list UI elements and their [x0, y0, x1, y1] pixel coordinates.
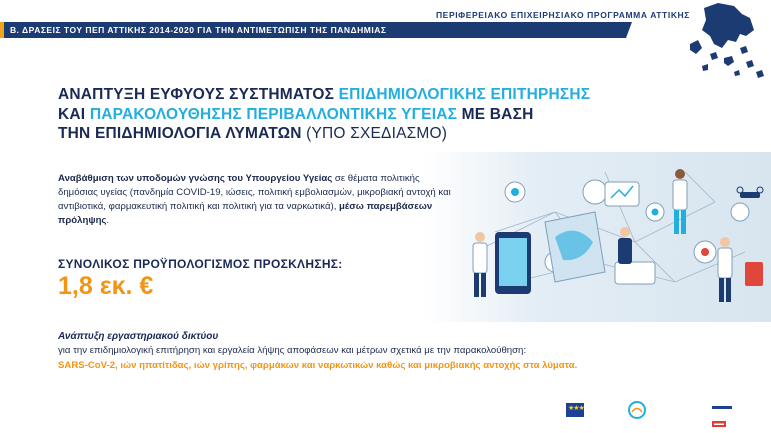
- intro-bold-1: Αναβάθμιση των υποδομών γνώσης του Υπουργείου Υγείας: [58, 173, 333, 184]
- title-highlight-1: ΕΠΙΔΗΜΙΟΛΟΓΙΚΗΣ ΕΠΙΤΗΡΗΣΗΣ: [338, 86, 591, 103]
- title-part-5: ΜΕ ΒΑΣΗ: [457, 105, 534, 123]
- espa-logo: [712, 402, 732, 430]
- intro-text-1: σε θέματα πολιτικής δημόσιας υγείας (πανδημία COVID-19, ιώσεις, πολιτική εμβολιασμών, μικροβιακή αντοχή και αντιβιοτικά, φαρμακευτική πολιτική και πολιτική για τα ναρκωτικά),: [58, 173, 451, 212]
- program-title: ΠΕΡΙΦΕΡΕΙΑΚΟ ΕΠΙΧΕΙΡΗΣΙΑΚΟ ΠΡΟΓΡΑΜΜΑ ΑΤΤΙΚΗΣ: [435, 10, 690, 20]
- pep-attica-logo: [628, 401, 646, 419]
- title-part-3: ΚΑΙ: [58, 105, 90, 123]
- title-part-1: ΑΝΑΠΤΥΞΗ ΕΥΦΥΟΥΣ ΣΥΣΤΗΜΑΤΟΣ: [58, 86, 339, 103]
- section-stripe: [0, 22, 4, 38]
- eu-flag-logo: ★★★: [566, 403, 584, 417]
- network-targets: SARS-CoV-2, ιών ηπατίτιδας, ιών γρίπης, φαρμάκων και ναρκωτικών καθώς και μικροβιακής αντοχής στα λύματα.: [58, 360, 578, 371]
- page-title: [58, 85, 658, 144]
- espa-logo-band: ▬▬: [714, 421, 724, 427]
- network-description: για την επιδημιολογική επιτήρηση και εργαλεία λήψης αποφάσεων και μέτρων σχετικά με την παρακολούθηση:: [58, 345, 527, 356]
- health-tech-illustration: [455, 152, 771, 322]
- network-title: Ανάπτυξη εργαστηριακού δικτύου: [58, 331, 219, 342]
- title-status: (ΥΠΟ ΣΧΕΔΙΑΣΜΟ): [301, 125, 448, 142]
- title-highlight-2: ΠΑΡΑΚΟΛΟΥΘΗΣΗΣ ΠΕΡΙΒΑΛΛΟΝΤΙΚΗΣ ΥΓΕΙΑΣ: [89, 105, 458, 123]
- attica-map-icon: [684, 0, 771, 82]
- espa-logo-mark: ▬▬: [712, 401, 732, 412]
- budget-value: 1,8 εκ. €: [58, 272, 154, 300]
- budget-label: ΣΥΝΟΛΙΚΟΣ ΠΡΟΫΠΟΛΟΓΙΣΜΟΣ ΠΡΟΣΚΛΗΣΗΣ:: [58, 257, 343, 271]
- title-part-6: ΤΗΝ ΕΠΙΔΗΜΙΟΛΟΓΙΑ ΛΥΜΑΤΩΝ: [58, 125, 302, 142]
- intro-paragraph: [58, 172, 458, 228]
- intro-text-2: .: [106, 215, 110, 226]
- section-title: Β. ΔΡΑΣΕΙΣ ΤΟΥ ΠΕΠ ΑΤΤΙΚΗΣ 2014-2020 ΓΙΑ ΤΗΝ ΑΝΤΙΜΕΤΩΠΙΣΗ ΤΗΣ ΠΑΝΔΗΜΙΑΣ: [10, 25, 387, 35]
- intro-bold-2: μέσω παρεμβάσεων πρόληψης: [58, 201, 433, 226]
